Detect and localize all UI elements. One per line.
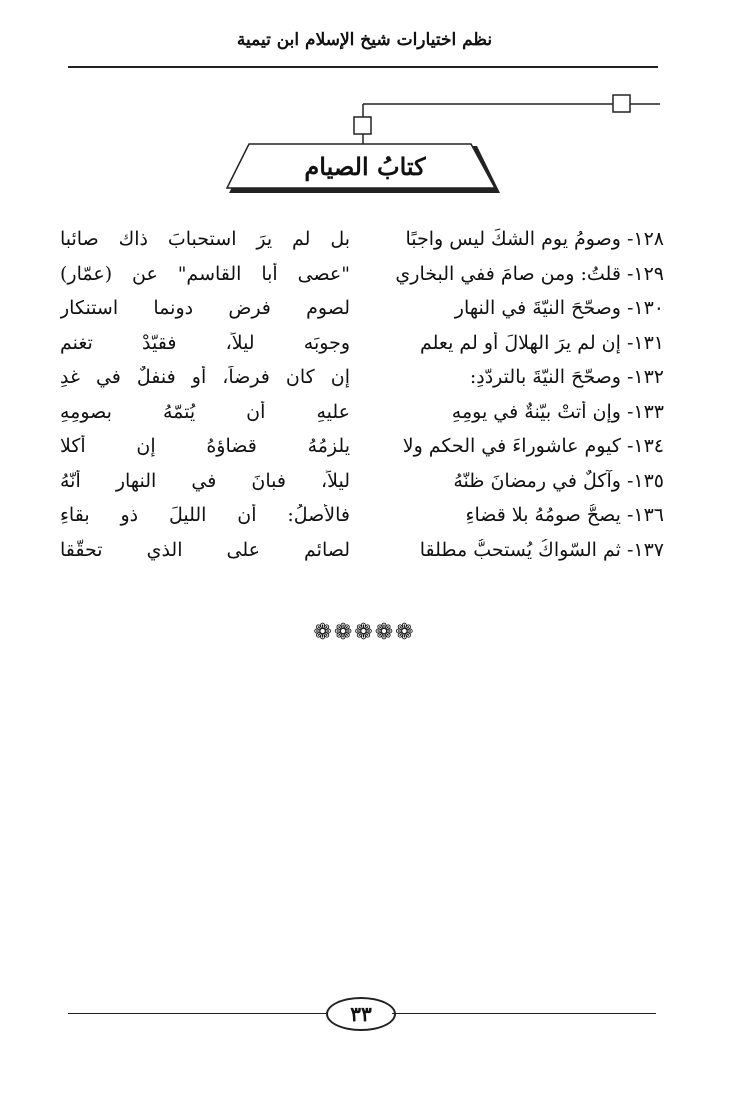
verse-second-hemistich: إن كان فرضاً، أو فنفلٌ في غدِ	[60, 366, 350, 389]
verse-first-hemistich: ١٣٤- كيومِ عاشوراءَ في الحكمِ ولا	[402, 435, 664, 458]
chapter-ornament	[215, 80, 665, 210]
verse-first-hemistich: ١٣٦- يصحُّ صومُهُ بلا قضاءِ	[465, 504, 664, 527]
verse-row	[60, 429, 664, 464]
verse-second-hemistich: لصومِ فرضٍ دونما استنكارِ	[60, 297, 350, 320]
verse-first-hemistich: ١٣١- إن لم يرَ الهلالَ أو لم يعلمِ	[419, 331, 664, 354]
verse-row	[60, 222, 664, 257]
verse-row	[60, 326, 664, 361]
verse-row	[60, 464, 664, 499]
footer-rule	[68, 1013, 326, 1014]
verse-row	[60, 395, 664, 430]
section-divider-ornament: ❁❁❁❁❁	[313, 620, 416, 645]
verse-second-hemistich: يلزمُهُ قضاؤهُ إن أكلا	[60, 435, 350, 458]
verse-first-hemistich: ١٣٧- ثم السّواكُ يُستحبُّ مطلقا	[419, 538, 664, 561]
verse-row	[60, 360, 664, 395]
verse-second-hemistich: عليهِ أن يُتمّهُ بصومِهِ	[60, 400, 350, 423]
verse-first-hemistich: ١٢٩- قلتُ: ومن صامَ ففي البخاري	[395, 262, 664, 285]
verse-second-hemistich: فالأصلُ: أن الليلَ ذو بقاءِ	[60, 504, 350, 527]
verse-second-hemistich: بل لم يرَ استحبابَ ذاك صائبا	[60, 228, 350, 251]
footer-rule	[392, 1013, 656, 1014]
verse-row	[60, 533, 664, 568]
verse-row	[60, 291, 664, 326]
running-header-title: نظم اختيارات شيخ الإسلام ابن تيمية	[236, 30, 493, 50]
page-number: ٣٣	[326, 997, 396, 1031]
verse-first-hemistich: ١٢٨- وصومُ يوم الشكِّ ليس واجبًا	[405, 228, 664, 251]
verse-first-hemistich: ١٣٢- وصحّحَ النيّةَ بالتردّدِ:	[469, 366, 664, 389]
verse-second-hemistich: لصائمٍ على الذي تحقّقا	[60, 538, 350, 561]
header-rule	[68, 66, 658, 68]
verse-row	[60, 498, 664, 533]
verse-second-hemistich: "عصى أبا القاسمِ" عن (عمّارِ)	[60, 262, 350, 285]
verse-first-hemistich: ١٣٣- وإن أتتْ بيّنةٌ في يومِهِ	[451, 400, 664, 423]
poem-verses	[60, 222, 664, 567]
verse-second-hemistich: وجوبَه ليلاً، فقيّدْ تغنمِ	[60, 331, 350, 354]
verse-second-hemistich: ليلاً، فبانَ في النهارِ أنّهُ	[60, 469, 350, 492]
verse-first-hemistich: ١٣٥- وآكلٌ في رمضانَ ظنّهُ	[453, 469, 664, 492]
chapter-title: كتابُ الصيام	[304, 152, 426, 181]
verse-row	[60, 257, 664, 292]
verse-first-hemistich: ١٣٠- وصحّحَ النيّةَ في النهارِ	[454, 297, 664, 320]
